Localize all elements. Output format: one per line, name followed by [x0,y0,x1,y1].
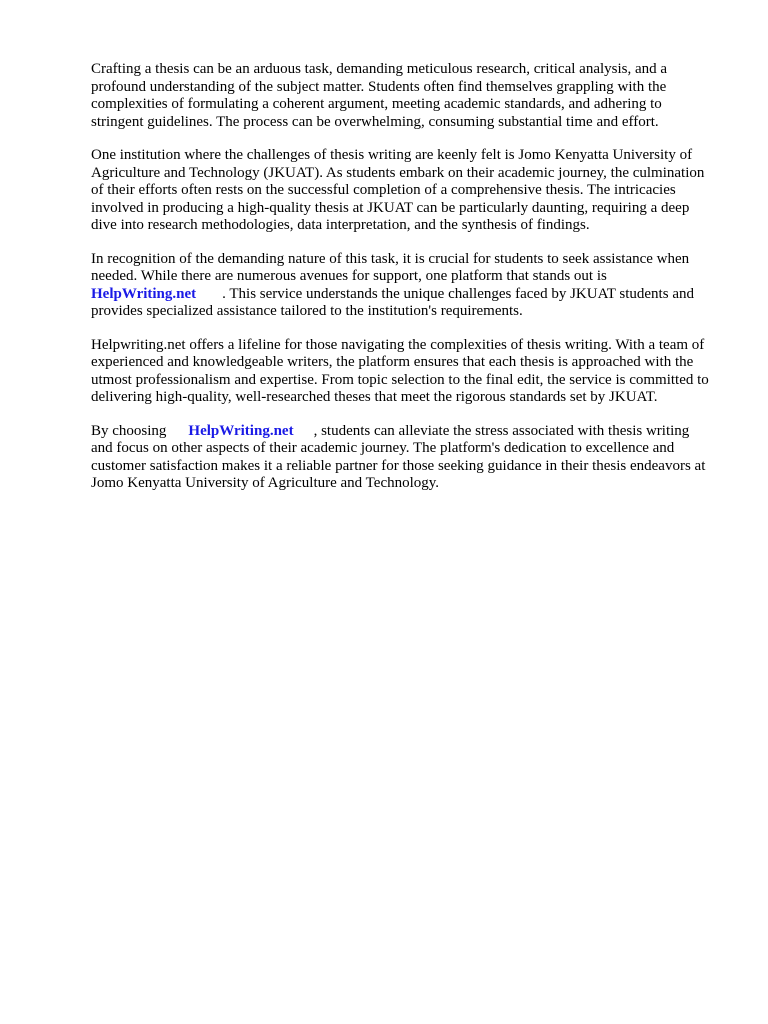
paragraph-3-text-before: In recognition of the demanding nature of this task, it is crucial for students to seek assistance when needed. While there are numerous avenues for support, one platform that stands out is [91,250,690,284]
document-body [91,61,713,509]
paragraph-3-text-after: . This service understands the unique challenges faced by JKUAT students and provides specialized assistance tailored to the institution's requirements. [91,285,694,319]
paragraph-4: Helpwriting.net offers a lifeline for those navigating the complexities of thesis writing. With a team of experienced and knowledgeable writers, the platform ensures that each thesis is approached with the utmost professionalism and expertise. From topic selection to the final edit, the service is committed to delivering high-quality, well-researched theses that meet the rigorous standards set by JKUAT. [91,336,709,405]
helpwriting-link[interactable]: HelpWriting.net [91,285,197,302]
paragraph-1: Crafting a thesis can be an arduous task, demanding meticulous research, critical analysis, and a profound understanding of the subject matter. Students often find themselves grappling with the complexities of formulating a coherent argument, meeting academic standards, and adhering to stringent guidelines. The process can be overwhelming, consuming substantial time and effort. [91,61,668,130]
paragraph-5 [91,423,713,493]
paragraph-3 [91,251,713,321]
helpwriting-link-2[interactable]: HelpWriting.net [188,422,294,439]
paragraph-2: One institution where the challenges of thesis writing are keenly felt is Jomo Kenyatta University of Agriculture and Technology (JKUAT). As students embark on their academic journey, the culmination of their efforts often rests on the successful completion of a comprehensive thesis. The intricacies involved in producing a high-quality thesis at JKUAT can be particularly daunting, requiring a deep dive into research methodologies, data interpretation, and the synthesis of findings. [91,147,705,233]
paragraph-5-text-after: , students can alleviate the stress associated with thesis writing and focus on other aspects of their academic journey. The platform's dedication to excellence and customer satisfaction makes it a reliable partner for those seeking guidance in their thesis endeavors at Jomo Kenyatta University of Agriculture and Technology. [91,422,706,491]
paragraph-5-text-before: By choosing [91,422,167,439]
